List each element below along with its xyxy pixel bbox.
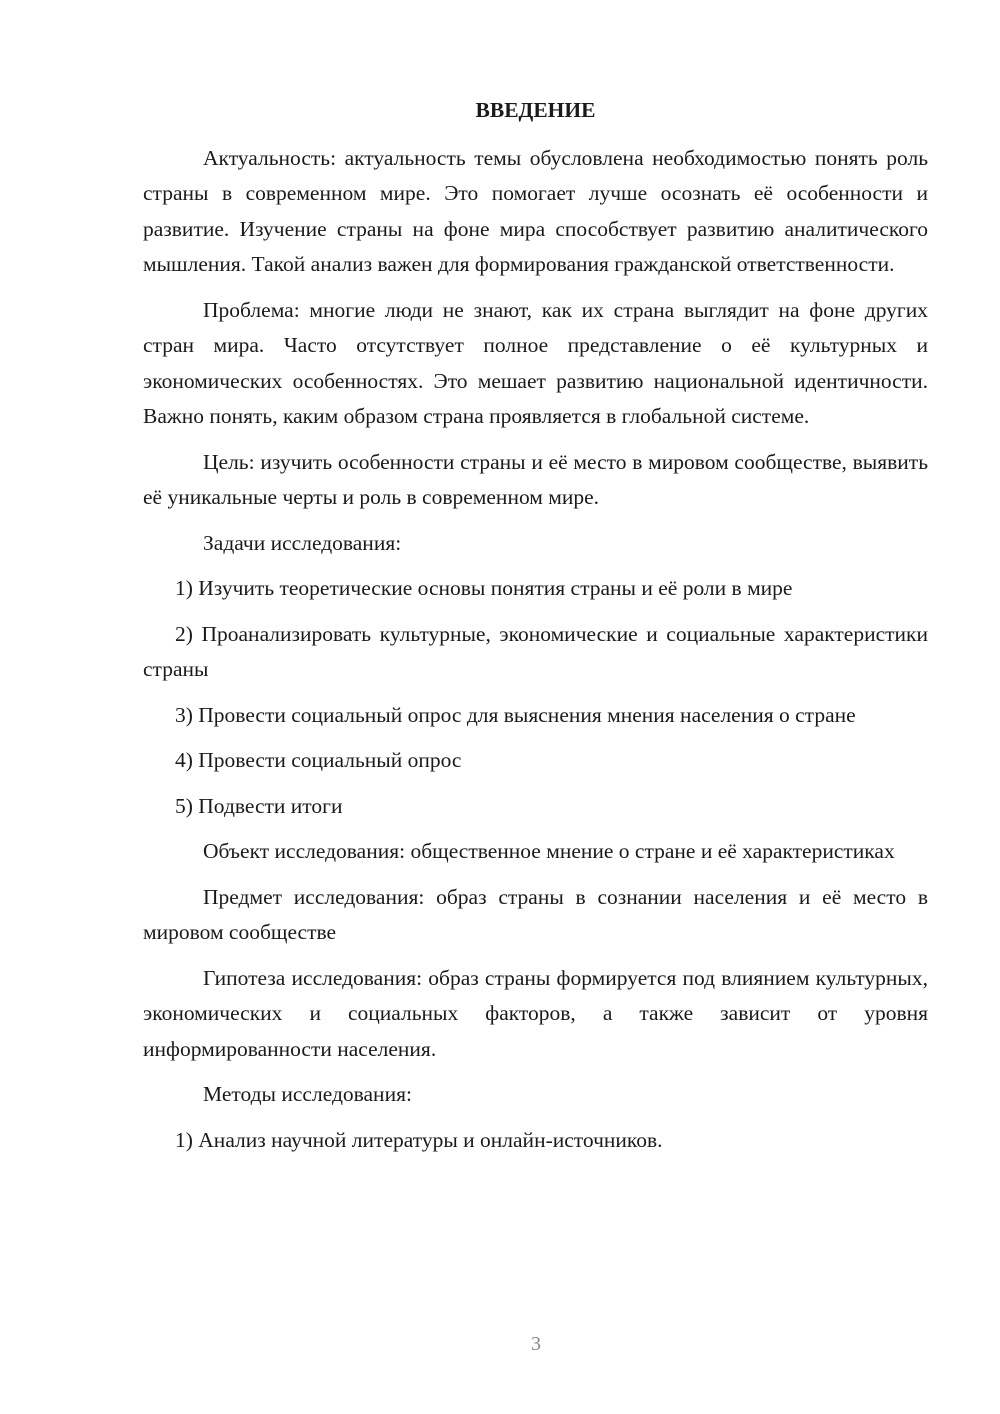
section-heading: ВВЕДЕНИЕ: [475, 98, 596, 122]
paragraph-tasks-title: Задачи исследования:: [203, 530, 402, 555]
paragraph-hypothesis: Гипотеза исследования: образ страны формируется под влиянием культурных, экономических и социальных факторов, а также зависит от уровня информированности населения.: [143, 965, 928, 1061]
task-item: 1) Изучить теоретические основы понятия страны и её роли в мире: [175, 576, 793, 600]
task-item: 3) Провести социальный опрос для выяснения мнения населения о стране: [175, 702, 856, 727]
task-item: 2) Проанализировать культурные, экономические и социальные характеристики страны: [143, 621, 928, 681]
paragraph-object: Объект исследования: общественное мнение о стране и её характеристиках: [203, 839, 895, 863]
method-item: 1) Анализ научной литературы и онлайн-источников.: [175, 1127, 663, 1152]
page-content: [143, 93, 928, 1168]
task-item: 4) Провести социальный опрос: [175, 748, 462, 772]
paragraph-problem: Проблема: многие люди не знают, как их страна выглядит на фоне других стран мира. Часто отсутствует полное представление о её культурных и экономических особенностях. Это мешает развитию национальной идентичности. Важно понять, каким образом страна проявляется в глобальной системе.: [143, 297, 928, 428]
paragraph-goal: Цель: изучить особенности страны и её место в мировом сообществе, выявить её уникальные черты и роль в современном мире.: [143, 449, 928, 509]
task-item: 5) Подвести итоги: [175, 793, 343, 818]
paragraph-subject: Предмет исследования: образ страны в сознании населения и её место в мировом сообществе: [143, 884, 928, 944]
paragraph-methods-title: Методы исследования:: [203, 1082, 412, 1106]
paragraph-relevance: Актуальность: актуальность темы обусловлена необходимостью понять роль страны в современном мире. Это помогает лучше осознать её особенности и развитие. Изучение страны на фоне мира способствует развитию аналитического мышления. Такой анализ важен для формирования гражданской ответственности.: [143, 145, 928, 276]
page-number: 3: [531, 1333, 541, 1355]
